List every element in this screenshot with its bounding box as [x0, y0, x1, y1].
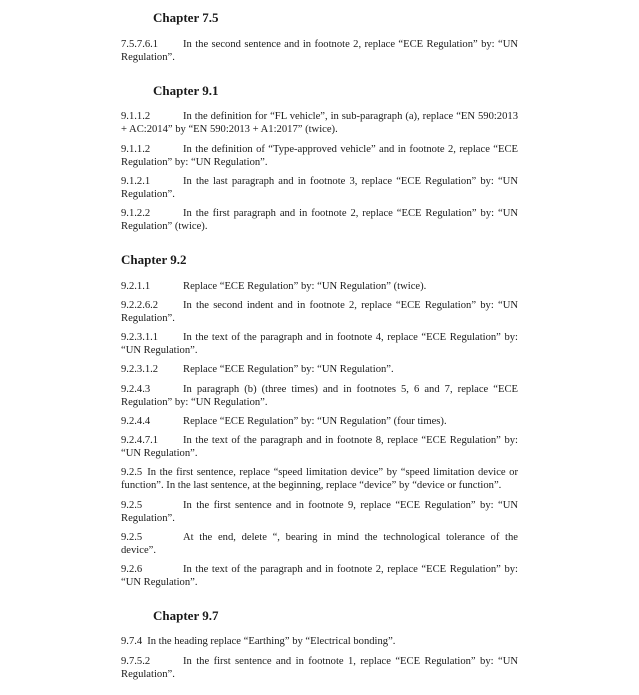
paragraph-number: 9.1.2.1 [121, 176, 151, 187]
chapter-heading: Chapter 9.1 [153, 83, 219, 98]
paragraph-text: In the definition of “Type-approved vehicle” and in footnote 2, replace “ECE Regulation” by: “UN Regulation”. [121, 144, 518, 168]
paragraph-number: 9.2.3.1.2 [121, 364, 159, 375]
paragraph-text: Replace “ECE Regulation” by: “UN Regulation” (four times). [183, 416, 447, 427]
paragraph-number: 9.2.1.1 [121, 281, 151, 292]
paragraph-text: In the text of the paragraph and in footnote 4, replace “ECE Regulation” by: “UN Regulation”. [121, 332, 518, 356]
paragraph-text: In paragraph (b) (three times) and in footnotes 5, 6 and 7, replace “ECE Regulation” by: “UN Regulation”. [121, 384, 518, 408]
paragraph-number: 9.1.1.2 [121, 144, 151, 155]
paragraph-text: In the text of the paragraph and in footnote 8, replace “ECE Regulation” by: “UN Regulation”. [121, 435, 518, 459]
amendment-paragraph [121, 176, 518, 201]
paragraph-text: In the first paragraph and in footnote 2, replace “ECE Regulation” by: “UN Regulation” (twice). [121, 208, 518, 232]
paragraph-text: Replace “ECE Regulation” by: “UN Regulation”. [183, 364, 394, 375]
chapter-heading: Chapter 9.2 [121, 252, 187, 267]
amendment-paragraph [121, 656, 518, 681]
paragraph-number: 9.2.5 [121, 500, 143, 511]
amendment-paragraph [121, 532, 518, 557]
amendment-paragraph [121, 416, 518, 429]
amendment-paragraph [121, 500, 518, 525]
paragraph-text: In the text of the paragraph and in footnote 2, replace “ECE Regulation” by: “UN Regulation”. [121, 564, 518, 588]
amendment-paragraph [121, 435, 518, 460]
paragraph-text: In the first sentence and in footnote 9, replace “ECE Regulation” by: “UN Regulation”. [121, 500, 518, 524]
paragraph-number: 9.2.3.1.1 [121, 332, 159, 343]
paragraph-number: 9.2.5 [121, 532, 143, 543]
paragraph-text: In the last paragraph and in footnote 3, replace “ECE Regulation” by: “UN Regulation”. [121, 176, 518, 200]
amendment-paragraph [121, 111, 518, 136]
amendment-paragraph [121, 384, 518, 409]
chapter-heading: Chapter 9.7 [153, 608, 219, 623]
paragraph-text: Replace “ECE Regulation” by: “UN Regulation” (twice). [183, 281, 427, 292]
paragraph-number: 9.2.6 [121, 564, 143, 575]
paragraph-text: In the first sentence and in footnote 1, replace “ECE Regulation” by: “UN Regulation”. [121, 656, 518, 680]
paragraph-number: 9.2.2.6.2 [121, 300, 159, 311]
amendment-paragraph [121, 281, 518, 294]
amendment-paragraph [121, 364, 518, 377]
amendment-paragraph [121, 144, 518, 169]
amendment-paragraph [121, 208, 518, 233]
paragraph-number: 9.2.5 [121, 467, 143, 478]
paragraph-text: In the first sentence, replace “speed limitation device” by “speed limitation device or function”. In the last sentence, at the beginning, replace “device” by “device or function”. [121, 467, 518, 491]
amendment-paragraph [121, 39, 518, 64]
amendment-paragraph [121, 332, 518, 357]
chapter-heading: Chapter 7.5 [153, 10, 219, 25]
amendment-paragraph [121, 564, 518, 589]
paragraph-number: 7.5.7.6.1 [121, 39, 159, 50]
paragraph-number: 9.2.4.3 [121, 384, 151, 395]
paragraph-number: 9.7.5.2 [121, 656, 151, 667]
amendment-paragraph [121, 467, 518, 492]
paragraph-text: In the definition for “FL vehicle”, in sub-paragraph (a), replace “EN 590:2013 + AC:2014” by “EN 590:2013 + A1:2017” (twice). [121, 111, 518, 135]
amendment-paragraph [121, 300, 518, 325]
paragraph-number: 9.1.2.2 [121, 208, 151, 219]
paragraph-text: In the second sentence and in footnote 2, replace “ECE Regulation” by: “UN Regulation”. [121, 39, 518, 63]
paragraph-text: In the heading replace “Earthing” by “Electrical bonding”. [147, 636, 396, 647]
paragraph-number: 9.2.4.7.1 [121, 435, 159, 446]
amendment-paragraph [121, 636, 518, 649]
paragraph-number: 9.2.4.4 [121, 416, 151, 427]
paragraph-text: In the second indent and in footnote 2, replace “ECE Regulation” by: “UN Regulation”. [121, 300, 518, 324]
paragraph-number: 9.1.1.2 [121, 111, 151, 122]
paragraph-text: At the end, delete “, bearing in mind the technological tolerance of the device”. [121, 532, 518, 556]
paragraph-number: 9.7.4 [121, 636, 143, 647]
